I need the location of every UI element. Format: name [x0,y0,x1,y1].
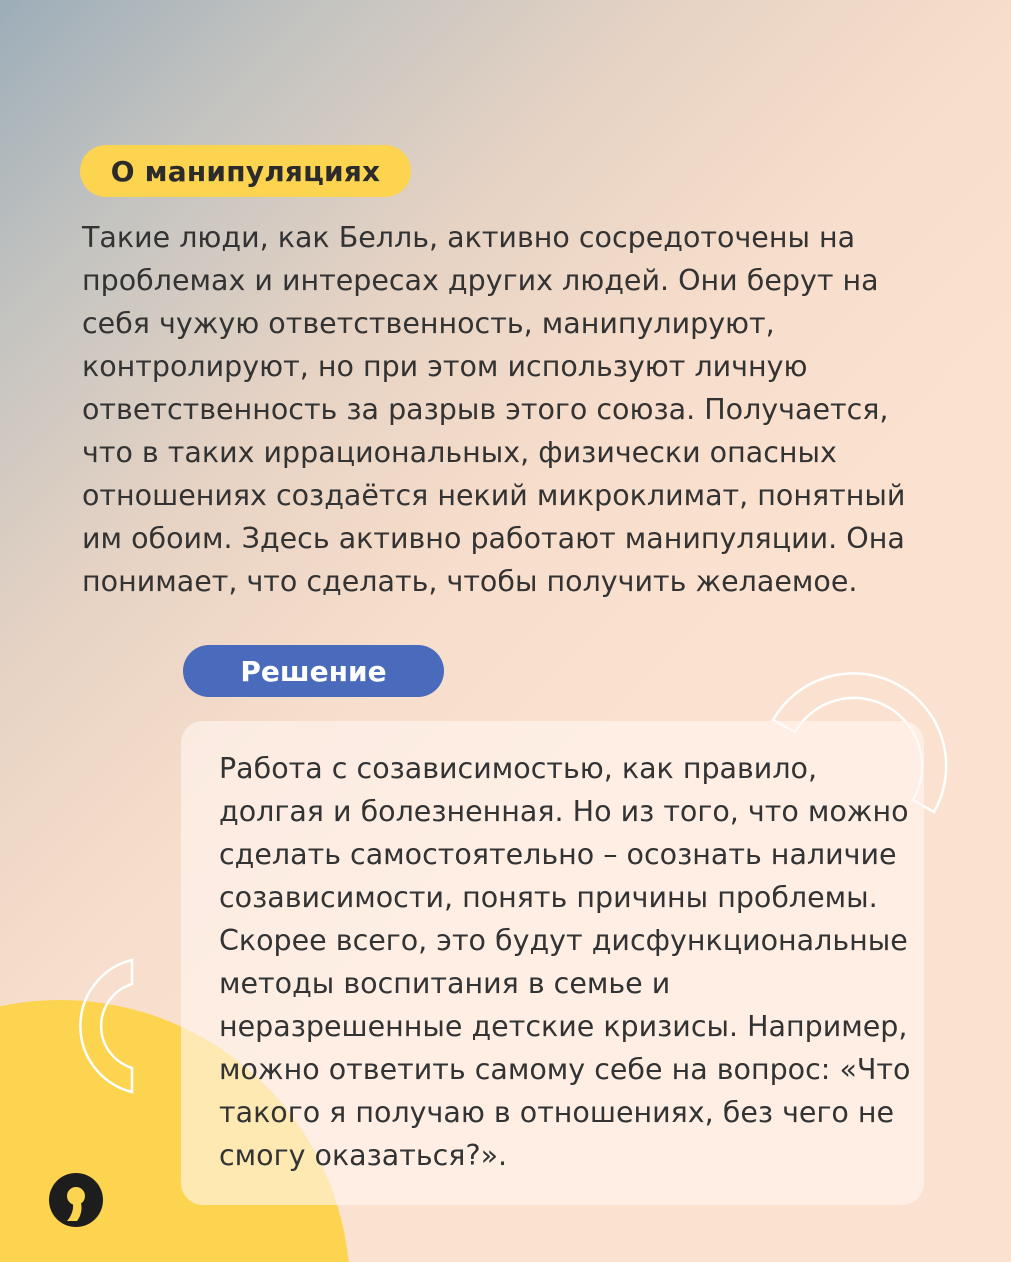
paragraph-line: неразрешенные детские кризисы. Например, [219,1010,908,1043]
paragraph-line: сделать самостоятельно – осознать наличие [219,838,897,871]
solution-paragraph [219,747,910,1177]
paragraph-line: созависимости, понять причины проблемы. [219,881,878,914]
solution-title-badge [183,645,444,697]
manipulation-paragraph [82,216,905,603]
paragraph-line: Скорее всего, это будут дисфункциональные [219,924,908,957]
paragraph-line: проблемах и интересах других людей. Они берут на [82,264,879,297]
paragraph-line: ответственность за разрыв этого союза. Получается, [82,393,889,426]
paragraph-line: Работа с созависимостью, как правило, [219,752,818,785]
paragraph-line: отношениях создаётся некий микроклимат, понятный [82,479,906,512]
paragraph-line: им обоим. Здесь активно работают манипуляции. Она [82,522,905,555]
manipulation-title: О манипуляциях [110,154,381,188]
manipulation-title-badge [80,145,411,197]
paragraph-line: что в таких иррациональных, физически опасных [82,436,837,469]
solution-title: Решение [240,654,387,688]
paragraph-line: такого я получаю в отношениях, без чего не [219,1096,895,1129]
paragraph-line: Такие люди, как Белль, активно сосредоточены на [82,221,856,254]
paragraph-line: можно ответить самому себе на вопрос: «Что [219,1053,911,1086]
paragraph-line: себя чужую ответственность, манипулируют, [82,307,775,340]
paragraph-line: понимает, что сделать, чтобы получить желаемое. [82,565,858,598]
paragraph-line: методы воспитания в семье и [219,967,671,1000]
paragraph-line: смогу оказаться?». [219,1139,508,1172]
paragraph-line: долгая и болезненная. Но из того, что можно [219,795,909,828]
paragraph-line: контролируют, но при этом используют личную [82,350,808,383]
brand-logo-icon [47,1173,105,1231]
